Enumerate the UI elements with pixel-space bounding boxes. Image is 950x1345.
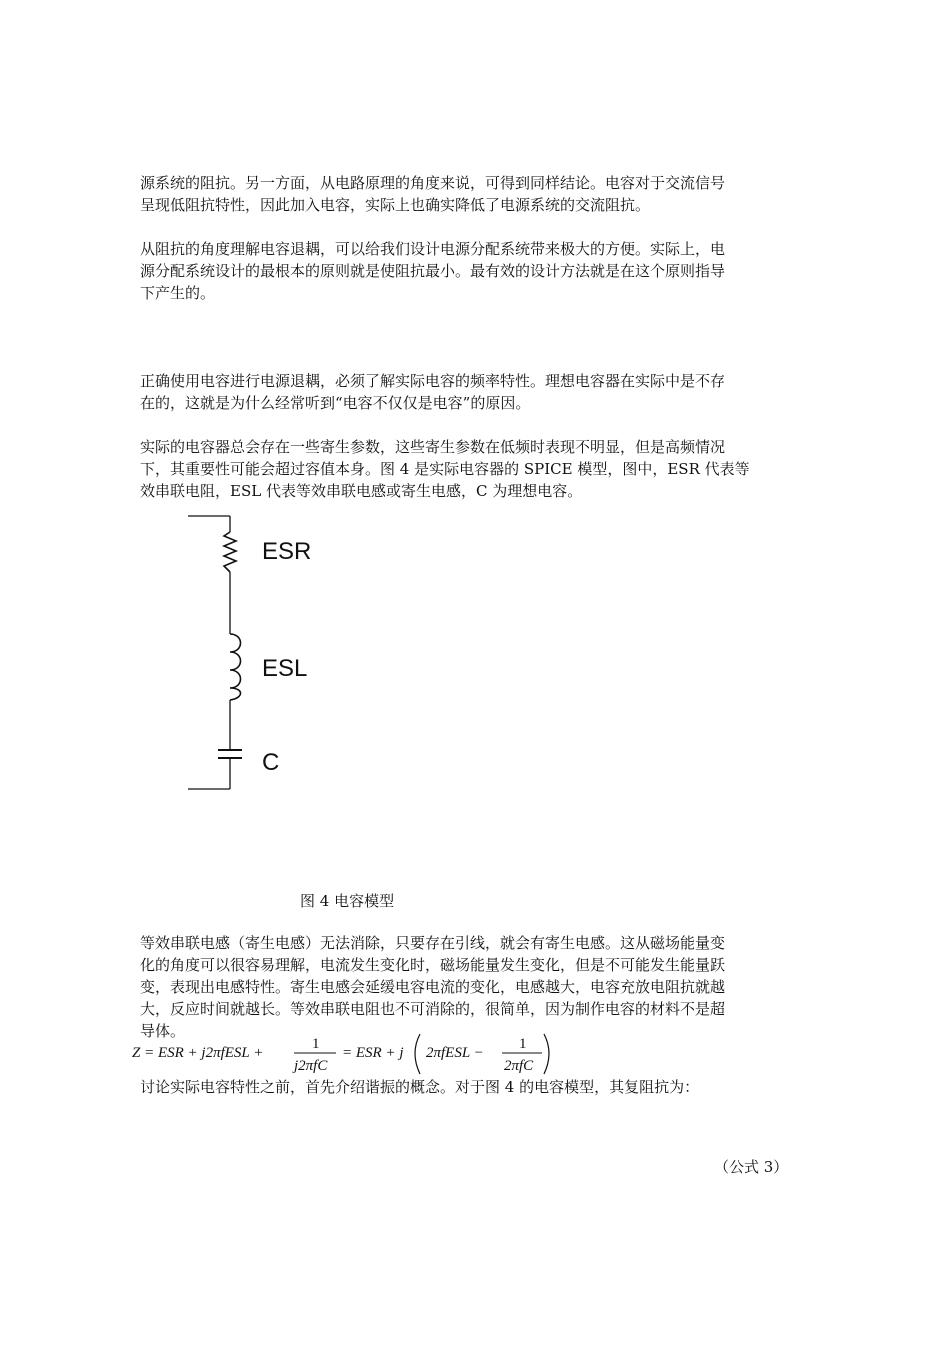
text-line: 正确使用电容进行电源退耦，必须了解实际电容的频率特性。理想电容器在实际中是不存 <box>140 372 726 390</box>
text-line: 讨论实际电容特性之前，首先介绍谐振的概念。对于图 4 的电容模型，其复阻抗为： <box>140 1078 700 1096</box>
inductor-esl-symbol <box>230 634 241 700</box>
paragraph-impedance-view <box>140 238 812 304</box>
equation-label: （公式 3） <box>714 1158 789 1176</box>
text-line: 大，反应时间就越长。等效串联电阻也不可消除的，很简单，因为制作电容的材料不是超 <box>140 1000 726 1018</box>
paren-left <box>415 1034 420 1074</box>
text-line: 源系统的阻抗。另一方面，从电路原理的角度来说，可得到同样结论。电容对于交流信号 <box>140 174 726 192</box>
label-esr: ESR <box>262 538 312 565</box>
paragraph-parasitic-params <box>140 436 812 502</box>
paragraph-parasitic-inductance <box>140 932 812 1042</box>
paragraph-capacitor-frequency <box>140 370 812 414</box>
text-line: 变，表现出电感特性。寄生电感会延缓电容电流的变化，电感越大，电容充放电阻抗就越 <box>140 978 726 996</box>
fraction2-numerator: 1 <box>519 1036 527 1052</box>
text-line: 实际的电容器总会存在一些寄生参数，这些寄生参数在低频时表现不明显，但是高频情况 <box>140 438 726 456</box>
impedance-formula <box>130 1030 570 1076</box>
formula-inner: 2πfESL − <box>426 1045 484 1061</box>
text-line: 下产生的。 <box>140 284 216 302</box>
fraction1-numerator: 1 <box>312 1036 320 1052</box>
figure-caption: 图 4 电容模型 <box>300 892 395 910</box>
paragraph-resonance-intro <box>140 1076 812 1098</box>
text-line: 从阻抗的角度理解电容退耦，可以给我们设计电源分配系统带来极大的方便。实际上，电 <box>140 240 726 258</box>
text-line: 在的，这就是为什么经常听到“电容不仅仅是电容”的原因。 <box>140 394 531 412</box>
fraction2-denominator: 2πfC <box>504 1058 534 1074</box>
fraction1-denominator: j2πfC <box>294 1058 328 1074</box>
text-line: 导体。 <box>140 1022 186 1040</box>
text-line: 下，其重要性可能会超过容值本身。图 4 是实际电容器的 SPICE 模型，图中，ESR 代表等 <box>140 460 750 478</box>
resistor-esr-symbol <box>224 532 236 572</box>
label-c: C <box>262 749 280 776</box>
text-line: 等效串联电感（寄生电感）无法消除，只要存在引线，就会有寄生电感。这从磁场能量变 <box>140 934 726 952</box>
paren-right <box>544 1034 549 1074</box>
text-line: 呈现低阻抗特性，因此加入电容，实际上也确实降低了电源系统的交流阻抗。 <box>140 196 651 214</box>
formula-middle: = ESR + j <box>342 1045 404 1061</box>
text-line: 源分配系统设计的最根本的原则就是使阻抗最小。最有效的设计方法就是在这个原则指导 <box>140 262 726 280</box>
label-esl: ESL <box>262 655 308 682</box>
text-line: 效串联电阻，ESL 代表等效串联电感或寄生电感，C 为理想电容。 <box>140 482 583 500</box>
capacitor-model-diagram <box>180 510 340 800</box>
paragraph-power-impedance <box>140 172 812 216</box>
text-line: 化的角度可以很容易理解，电流发生变化时，磁场能量发生变化，但是不可能发生能量跃 <box>140 956 726 974</box>
formula-left: Z = ESR + j2πfESL + <box>132 1045 264 1061</box>
